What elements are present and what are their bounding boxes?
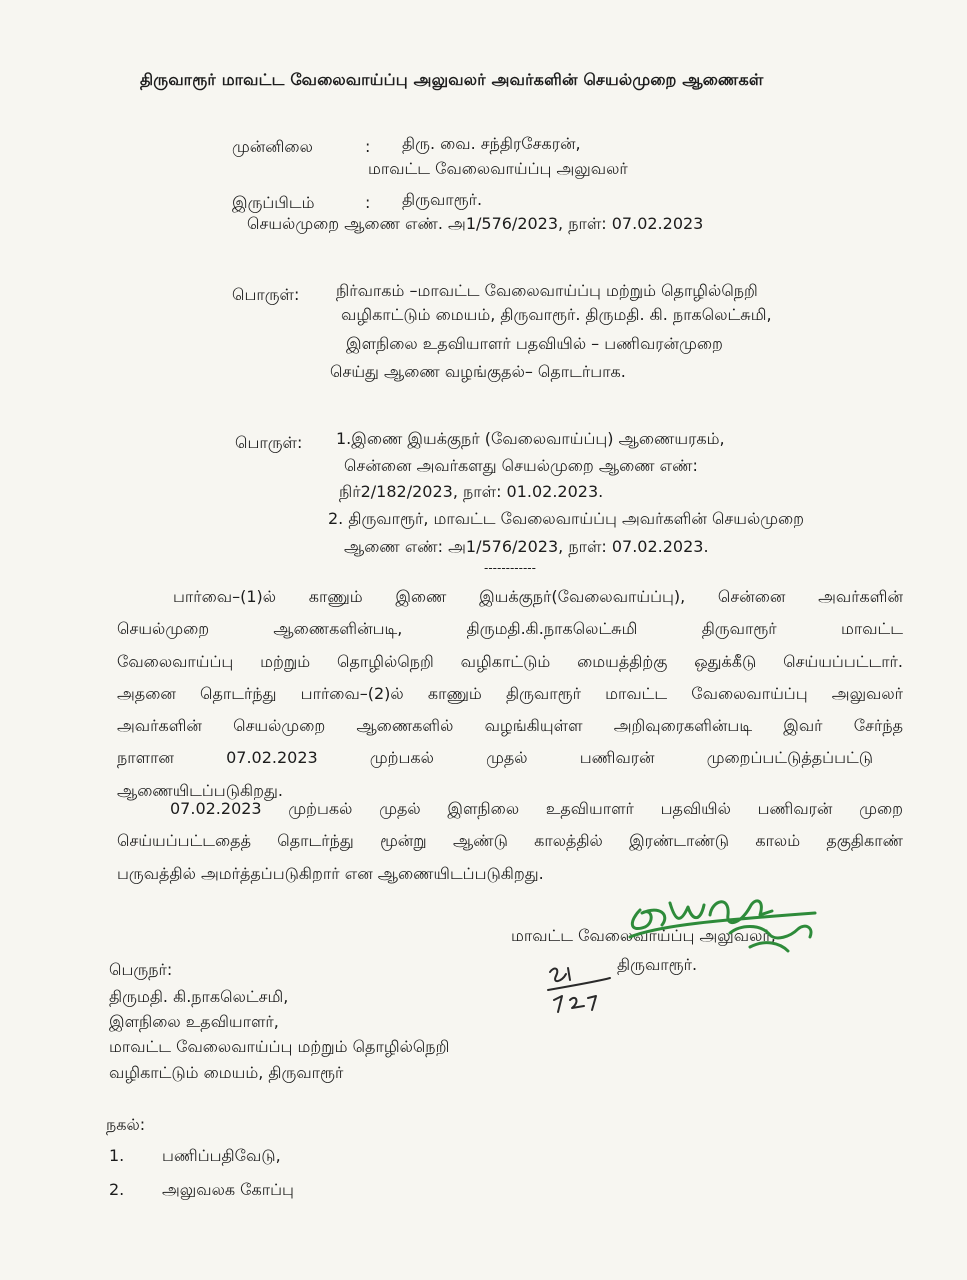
copy-item-text: அலுவலக கோப்பு [162,1180,294,1199]
copy-item-text: பணிப்பதிவேடு, [162,1146,281,1165]
paragraph-line: ஆணையிடப்படுகிறது. [117,780,283,800]
recipient-line: மாவட்ட வேலைவாய்ப்பு மற்றும் தொழில்நெறி [109,1037,450,1056]
reference-separator: ------------ [484,561,536,575]
paragraph-line: நாளான 07.02.2023 முற்பகல் முதல் பணிவரன் முறைப்பட்டுத்தப்பட்டு [117,748,873,768]
subject-line: வழிகாட்டும் மையம், திருவாரூர். திருமதி. கி. நாகலெட்சுமி, [341,305,772,324]
presence-designation: மாவட்ட வேலைவாய்ப்பு அலுவலர் [368,159,628,178]
signatory-place: திருவாரூர். [617,955,698,974]
presence-colon: : [365,137,371,156]
body-paragraph-2 [117,793,903,890]
order-number: செயல்முறை ஆணை எண். அ1/576/2023, நாள்: 07.02.2023 [247,214,704,233]
paragraph-line: செயல்முறை ஆணைகளின்படி, திருமதி.கி.நாகலெட்சுமி திருவாரூர் மாவட்ட [117,619,903,639]
subject-line: நிர்வாகம் –மாவட்ட வேலைவாய்ப்பு மற்றும் தொழில்நெறி [336,281,758,300]
reference-label: பொருள்: [235,433,303,452]
subject-line: செய்து ஆணை வழங்குதல்– தொடர்பாக. [330,362,626,381]
place-colon: : [365,193,371,212]
paragraph-line: அவர்களின் செயல்முறை ஆணைகளில் வழங்கியுள்ள அறிவுரைகளின்படி இவர் சேர்ந்த [117,716,903,736]
paragraph-line: பார்வை–(1)ல் காணும் இணை இயக்குநர்(வேலைவாய்ப்பு), சென்னை அவர்களின் [173,587,903,606]
subject-line: இளநிலை உதவியாளர் பதவியில் – பணிவரன்முறை [346,334,723,353]
place-label: இருப்பிடம் [232,193,315,212]
initials-graphic [540,960,630,1020]
document-title: திருவாரூர் மாவட்ட வேலைவாய்ப்பு அலுவலர் அவர்களின் செயல்முறை ஆணைகள் [140,70,764,89]
subject-label: பொருள்: [232,285,300,304]
paragraph-line: பருவத்தில் அமர்த்தப்படுகிறார் என ஆணையிடப்படுகிறது. [117,863,544,883]
recipient-line: திருமதி. கி.நாகலெட்சமி, [109,987,289,1006]
paragraph-line: அதனை தொடர்ந்து பார்வை–(2)ல் காணும் திருவாரூர் மாவட்ட வேலைவாய்ப்பு அலுவலர் [117,683,903,703]
copy-item-number: 1. [109,1146,125,1165]
reference-line: ஆணை எண்: அ1/576/2023, நாள்: 07.02.2023. [344,537,709,556]
presence-name: திரு. வை. சந்திரசேகரன், [402,134,581,153]
recipient-line: இளநிலை உதவியாளர், [109,1012,279,1031]
reference-line: 1.இணை இயக்குநர் (வேலைவாய்ப்பு) ஆணையரகம், [336,429,725,448]
recipient-line: வழிகாட்டும் மையம், திருவாரூர் [109,1063,344,1082]
place-value: திருவாரூர். [402,190,483,209]
paragraph-line: வேலைவாய்ப்பு மற்றும் தொழில்நெறி வழிகாட்டும் மையத்திற்கு ஒதுக்கீடு செய்யப்பட்டார். [117,651,903,671]
reference-line: 2. திருவாரூர், மாவட்ட வேலைவாய்ப்பு அவர்களின் செயல்முறை [328,509,805,528]
paragraph-line: 07.02.2023 முற்பகல் முதல் இளநிலை உதவியாளர் பதவியில் பணிவரன் முறை [170,799,903,818]
signatory-designation: மாவட்ட வேலைவாய்ப்பு அலுவலர், [511,926,776,945]
reference-line: சென்னை அவர்களது செயல்முறை ஆணை எண்: [344,456,698,475]
body-paragraph-1 [117,581,903,807]
paragraph-line: செய்யப்பட்டதைத் தொடர்ந்து மூன்று ஆண்டு காலத்தில் இரண்டாண்டு காலம் தகுதிகாண் [117,831,903,851]
recipient-label: பெருநர்: [109,960,173,979]
reference-line: நிர்2/182/2023, நாள்: 01.02.2023. [339,482,604,501]
presence-label: முன்னிலை [232,137,313,156]
copy-label: நகல்: [106,1115,146,1134]
signature-graphic [600,885,840,970]
copy-item-number: 2. [109,1180,125,1199]
